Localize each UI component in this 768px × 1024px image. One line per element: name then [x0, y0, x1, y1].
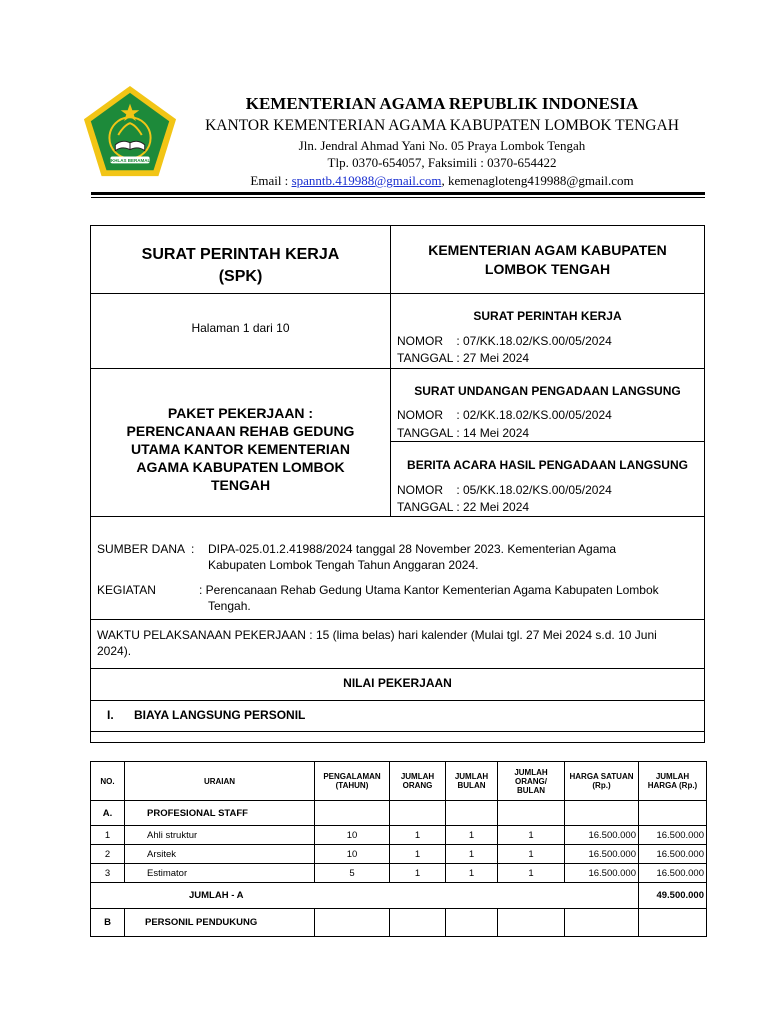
doc2-nomor: NOMOR : 02/KK.18.02/KS.00/05/2024: [397, 408, 612, 422]
email-link[interactable]: spanntb.419988@gmail.com: [291, 173, 442, 188]
email-secondary: , kemenagloteng419988@gmail.com: [441, 173, 634, 188]
doc1-title: SURAT PERINTAH KERJA: [473, 309, 622, 323]
subtotal-value: 49.500.000: [639, 883, 707, 909]
spk-title-line2: (SPK): [218, 268, 263, 285]
cell-orang-bulan: 1: [498, 826, 565, 845]
package-line: PERENCANAAN REHAB GEDUNG: [126, 423, 355, 439]
cell-orang: 1: [390, 864, 446, 883]
letterhead-rule: [91, 192, 705, 195]
group-row-a: [91, 801, 707, 826]
doc3-nomor: NOMOR : 05/KK.18.02/KS.00/05/2024: [397, 483, 612, 497]
cell-bulan: 1: [446, 826, 498, 845]
sumber-dana-value-2: Kabupaten Lombok Tengah Tahun Anggaran 2024.: [208, 558, 479, 572]
personnel-cost-table: [90, 761, 707, 937]
doc1-tanggal: TANGGAL : 27 Mei 2024: [397, 351, 530, 365]
spk-box: [90, 225, 705, 743]
cell-bulan: 1: [446, 845, 498, 864]
table-row: [91, 864, 707, 883]
column-header: NO.: [91, 762, 125, 801]
package-line: AGAMA KABUPATEN LOMBOK: [136, 459, 345, 475]
cell-orang: 1: [390, 826, 446, 845]
group-label: PERSONIL PENDUKUNG: [125, 909, 315, 937]
letterhead-rule-thin: [91, 197, 705, 198]
column-header: JUMLAH HARGA (Rp.): [639, 762, 707, 801]
cell-orang-bulan: 1: [498, 864, 565, 883]
email-label: Email :: [250, 173, 292, 188]
cell-uraian: Arsitek: [125, 845, 315, 864]
sumber-dana-label: SUMBER DANA :: [97, 542, 195, 556]
section-title: BIAYA LANGSUNG PERSONIL: [134, 708, 306, 722]
column-header: HARGA SATUAN (Rp.): [565, 762, 639, 801]
cell-pengalaman: 5: [315, 864, 390, 883]
doc1-nomor: NOMOR : 07/KK.18.02/KS.00/05/2024: [397, 334, 612, 348]
cell-orang: 1: [390, 845, 446, 864]
column-header: JUMLAH ORANG: [390, 762, 446, 801]
cell-jumlah-harga: 16.500.000: [639, 826, 707, 845]
kegiatan-value: : Perencanaan Rehab Gedung Utama Kantor Kementerian Agama Kabupaten Lombok: [199, 583, 659, 597]
kegiatan-label: KEGIATAN: [97, 583, 156, 597]
cell-jumlah-harga: 16.500.000: [639, 864, 707, 883]
column-header: JUMLAH ORANG/ BULAN: [498, 762, 565, 801]
cell-pengalaman: 10: [315, 826, 390, 845]
table-row: [91, 826, 707, 845]
issuer-line1: KEMENTERIAN AGAM KABUPATEN: [428, 242, 667, 258]
spk-issuer: [391, 241, 704, 279]
cell-uraian: Ahli struktur: [125, 826, 315, 845]
cell-jumlah-harga: 16.500.000: [639, 845, 707, 864]
doc3-title: BERITA ACARA HASIL PENGADAAN LANGSUNG: [407, 458, 688, 472]
package-line: UTAMA KANTOR KEMENTERIAN: [130, 441, 351, 457]
package-name: [91, 404, 390, 494]
nilai-pekerjaan-title: NILAI PEKERJAAN: [343, 676, 452, 690]
group-no: B: [91, 909, 125, 937]
column-header: PENGALAMAN (TAHUN): [315, 762, 390, 801]
package-line: TENGAH: [210, 477, 271, 493]
package-line: PAKET PEKERJAAN :: [167, 405, 314, 421]
cell-uraian: Estimator: [125, 864, 315, 883]
waktu-pelaksanaan-2: 2024).: [97, 644, 132, 658]
group-row-b: [91, 909, 707, 937]
logo-motto: IKHLAS BERAMAL: [109, 157, 151, 163]
subtotal-row: [91, 883, 707, 909]
cell-no: 2: [91, 845, 125, 864]
sumber-dana-value: DIPA-025.01.2.41988/2024 tanggal 28 November 2023. Kementerian Agama: [208, 542, 617, 556]
cell-no: 1: [91, 826, 125, 845]
group-no: A.: [91, 801, 125, 826]
column-header: URAIAN: [125, 762, 315, 801]
doc3-tanggal: TANGGAL : 22 Mei 2024: [397, 500, 530, 514]
doc2-tanggal: TANGGAL : 14 Mei 2024: [397, 426, 530, 440]
subtotal-label: JUMLAH - A: [91, 883, 639, 909]
doc2-title: SURAT UNDANGAN PENGADAAN LANGSUNG: [414, 384, 681, 398]
cell-orang-bulan: 1: [498, 845, 565, 864]
issuer-line2: LOMBOK TENGAH: [484, 261, 611, 277]
column-header: JUMLAH BULAN: [446, 762, 498, 801]
cell-pengalaman: 10: [315, 845, 390, 864]
section-number: I.: [107, 708, 114, 722]
cell-bulan: 1: [446, 864, 498, 883]
office-phone: Tlp. 0370-654057, Faksimili : 0370-654422: [327, 155, 557, 170]
waktu-pelaksanaan: WAKTU PELAKSANAAN PEKERJAAN : 15 (lima belas) hari kalender (Mulai tgl. 27 Mei 2024 s.d. 10 Juni: [97, 628, 657, 642]
group-label: PROFESIONAL STAFF: [125, 801, 315, 826]
office-email: [182, 173, 702, 189]
table-row: [91, 845, 707, 864]
cell-harga-satuan: 16.500.000: [565, 826, 639, 845]
ministry-logo: [81, 84, 179, 182]
spk-title: [91, 244, 390, 288]
ministry-name: KEMENTERIAN AGAMA REPUBLIK INDONESIA: [245, 94, 639, 113]
kegiatan-value-2: Tengah.: [208, 599, 251, 613]
table-header-row: [91, 762, 707, 801]
spk-title-line1: SURAT PERINTAH KERJA: [141, 246, 340, 263]
cell-harga-satuan: 16.500.000: [565, 864, 639, 883]
cell-no: 3: [91, 864, 125, 883]
cell-harga-satuan: 16.500.000: [565, 845, 639, 864]
office-address: Jln. Jendral Ahmad Yani No. 05 Praya Lombok Tengah: [298, 138, 586, 153]
office-name: KANTOR KEMENTERIAN AGAMA KABUPATEN LOMBOK TENGAH: [205, 117, 679, 134]
page-info: Halaman 1 dari 10: [191, 321, 290, 335]
